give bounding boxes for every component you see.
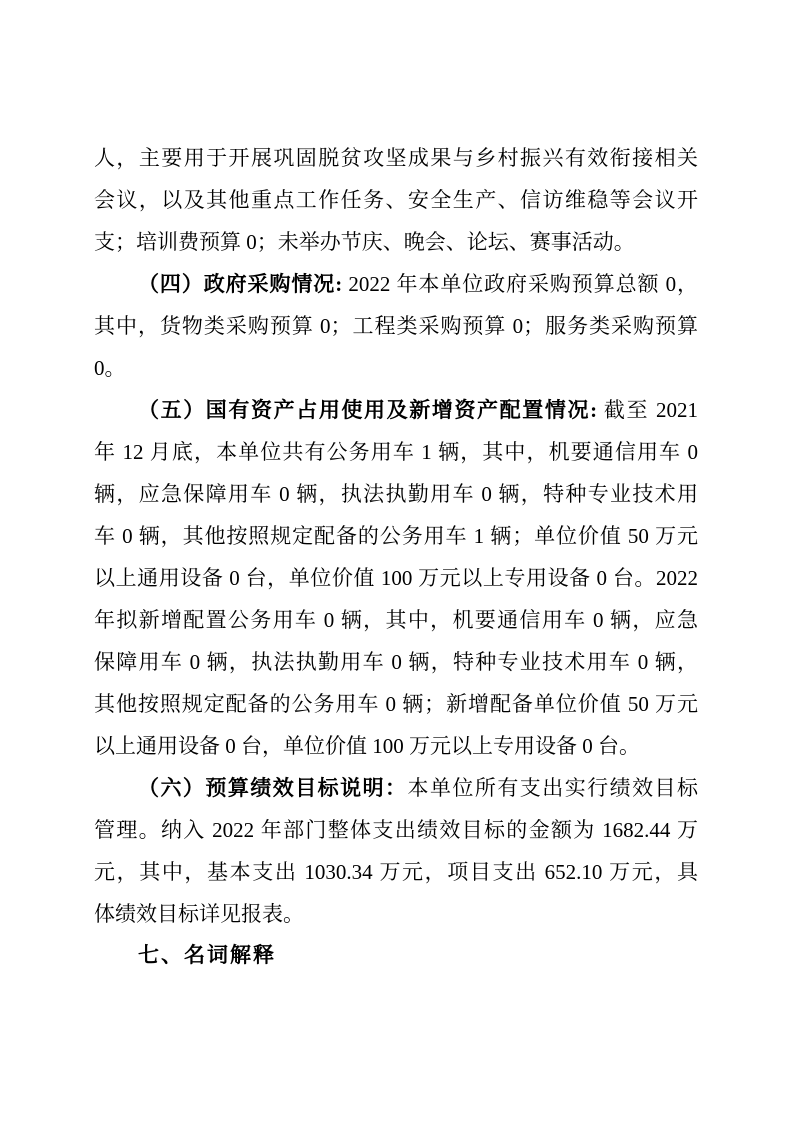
text-segment: 其中，货物类采购预算 0；工程类采购预算 0；服务类采购预算 xyxy=(94,314,698,338)
bold-heading-segment: （四）政府采购情况: xyxy=(138,272,343,296)
text-line xyxy=(94,851,698,893)
bold-heading-segment: （六）预算绩效目标说明： xyxy=(138,776,408,800)
text-segment: 体绩效目标详见报表。 xyxy=(94,902,304,926)
text-line xyxy=(94,389,698,431)
text-line xyxy=(94,137,698,179)
text-line xyxy=(94,473,698,515)
text-segment: 以上通用设备 0 台，单位价值 100 万元以上专用设备 0 台。2022 xyxy=(94,566,698,590)
text-segment: 本单位所有支出实行绩效目标 xyxy=(407,776,698,800)
text-line xyxy=(94,221,698,263)
text-segment: 截至 2021 xyxy=(597,398,698,422)
text-line xyxy=(94,305,698,347)
document-body xyxy=(94,137,698,977)
text-line xyxy=(94,599,698,641)
text-line xyxy=(94,263,698,305)
text-segment: 元，其中，基本支出 1030.34 万元，项目支出 652.10 万元，具 xyxy=(94,860,698,884)
text-segment: 人，主要用于开展巩固脱贫攻坚成果与乡村振兴有效衔接相关 xyxy=(94,146,698,170)
bold-heading-segment: （五）国有资产占用使用及新增资产配置情况: xyxy=(138,398,598,422)
text-segment: 辆，应急保障用车 0 辆，执法执勤用车 0 辆，特种专业技术用 xyxy=(94,482,698,506)
text-line xyxy=(94,347,698,389)
text-line xyxy=(94,515,698,557)
text-segment: 车 0 辆，其他按照规定配备的公务用车 1 辆；单位价值 50 万元 xyxy=(94,524,698,548)
text-line xyxy=(94,683,698,725)
section-heading xyxy=(94,935,698,977)
text-segment: 管理。纳入 2022 年部门整体支出绩效目标的金额为 1682.44 万 xyxy=(94,818,698,842)
text-line xyxy=(94,809,698,851)
text-segment: 以上通用设备 0 台，单位价值 100 万元以上专用设备 0 台。 xyxy=(94,734,640,758)
text-line xyxy=(94,557,698,599)
text-segment: 支；培训费预算 0；未举办节庆、晚会、论坛、赛事活动。 xyxy=(94,230,635,254)
text-line xyxy=(94,641,698,683)
text-line xyxy=(94,725,698,767)
text-segment: 会议，以及其他重点工作任务、安全生产、信访维稳等会议开 xyxy=(94,188,698,212)
text-line xyxy=(94,767,698,809)
text-line xyxy=(94,431,698,473)
text-segment: 2022 年本单位政府采购预算总额 0， xyxy=(342,272,698,296)
text-line xyxy=(94,179,698,221)
text-segment: 0。 xyxy=(94,356,126,380)
text-segment: 保障用车 0 辆，执法执勤用车 0 辆，特种专业技术用车 0 辆， xyxy=(94,650,698,674)
text-segment: 年拟新增配置公务用车 0 辆，其中，机要通信用车 0 辆，应急 xyxy=(94,608,698,632)
text-line xyxy=(94,893,698,935)
text-segment: 年 12 月底，本单位共有公务用车 1 辆，其中，机要通信用车 0 xyxy=(94,440,698,464)
bold-heading-segment: 七、名词解释 xyxy=(138,944,276,967)
text-segment: 其他按照规定配备的公务用车 0 辆；新增配备单位价值 50 万元 xyxy=(94,692,698,716)
